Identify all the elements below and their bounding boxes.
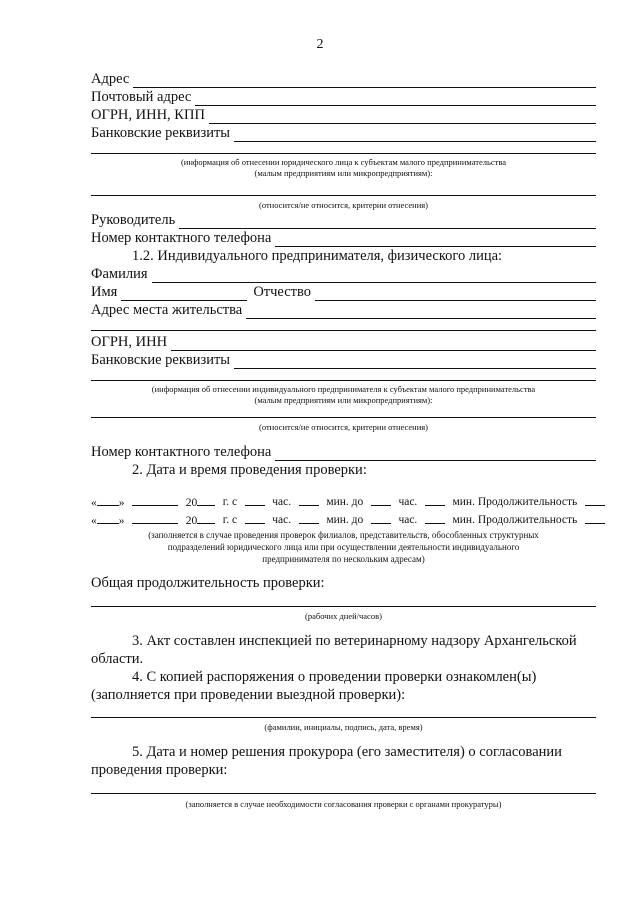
quote-close: » (118, 497, 125, 509)
to-hour-input[interactable] (371, 495, 391, 506)
hours-label-2: час. (398, 514, 418, 526)
section5-line1: 5. Дата и номер решения прокурора (его заместителя) о согласовании (132, 744, 562, 760)
patronymic-input[interactable] (315, 287, 596, 301)
head-label: Руководитель (91, 212, 176, 228)
ip-phone-label: Номер контактного телефона (91, 444, 272, 460)
section5-text (91, 743, 596, 779)
from-min-input[interactable] (299, 495, 319, 506)
duration-input[interactable] (585, 513, 605, 524)
ip-small-business-caption-1: (информация об отнесении индивидуального предпринимателя к субъектам малого предпринимательства (151, 384, 536, 394)
page-number: 2 (316, 37, 324, 52)
days-hours-caption: (рабочих дней/часов) (305, 611, 382, 621)
head-field[interactable] (91, 212, 596, 229)
org-phone-field[interactable] (91, 230, 596, 247)
section2-heading: 2. Дата и время проведения проверки: (132, 462, 367, 478)
org-phone-label: Номер контактного телефона (91, 230, 272, 246)
postal-address-field[interactable] (91, 89, 596, 106)
relates-caption: (относится/не относится, критерии отнесения) (258, 200, 429, 210)
section3-text (91, 632, 596, 668)
bank-details-field[interactable] (91, 125, 596, 142)
ip-phone-field[interactable] (91, 444, 596, 461)
year-label: 20 (185, 497, 198, 509)
total-duration-line[interactable] (91, 606, 596, 607)
quote-open: « (91, 497, 97, 509)
surname-label: Фамилия (91, 266, 148, 282)
section4-text (91, 668, 596, 704)
small-business-line[interactable] (91, 153, 596, 154)
residence-continuation-line[interactable] (91, 330, 596, 331)
acquainted-caption: (фамилии, инициалы, подпись, дата, время) (264, 722, 423, 732)
from-label: г. с (222, 496, 238, 508)
to-hour-input[interactable] (371, 513, 391, 524)
acquainted-line[interactable] (91, 717, 596, 718)
section3-line1: 3. Акт составлен инспекцией по ветеринарному надзору Архангельской (132, 633, 577, 649)
prosecutor-line[interactable] (91, 793, 596, 794)
month-input[interactable] (132, 513, 178, 524)
quote-open: « (91, 515, 97, 527)
month-input[interactable] (132, 495, 178, 506)
year-label: 20 (185, 515, 198, 527)
residence-field[interactable] (91, 302, 596, 319)
min-to-label: мин. до (326, 496, 364, 508)
year-input[interactable] (197, 513, 215, 524)
relates-line[interactable] (91, 195, 596, 196)
quote-close: » (118, 515, 125, 527)
ip-relates-caption: (относится/не относится, критерии отнесения) (258, 422, 429, 432)
duration-input[interactable] (585, 495, 605, 506)
branches-note-2: подразделений юридического лица или при осуществлении деятельности индивидуального (167, 542, 520, 552)
ip-bank-field[interactable] (91, 352, 596, 369)
section4-line1: 4. С копией распоряжения о проведении проверки ознакомлен(ы) (132, 669, 537, 685)
section3-line2: области. (91, 651, 144, 667)
datetime-row-2[interactable] (91, 513, 605, 528)
address-label: Адрес (91, 71, 130, 87)
to-min-input[interactable] (425, 495, 445, 506)
ogrn-inn-kpp-field[interactable] (91, 107, 596, 124)
ip-bank-label: Банковские реквизиты (91, 352, 231, 368)
section5-line2: проведения проверки: (91, 762, 228, 778)
hours-label-2: час. (398, 496, 418, 508)
ip-ogrn-label: ОГРН, ИНН (91, 334, 168, 350)
to-min-input[interactable] (425, 513, 445, 524)
datetime-row-1[interactable] (91, 495, 605, 510)
duration-label: мин. Продолжительность (452, 496, 578, 508)
from-hour-input[interactable] (245, 513, 265, 524)
duration-label: мин. Продолжительность (452, 514, 578, 526)
small-business-caption-2: (малым предприятиям или микропредприятиям): (254, 168, 433, 178)
day-input[interactable] (97, 495, 119, 506)
from-min-input[interactable] (299, 513, 319, 524)
ip-relates-line[interactable] (91, 417, 596, 418)
branches-note-3: предпринимателя по нескольким адресам) (262, 554, 425, 564)
address-field[interactable] (91, 71, 596, 88)
from-label: г. с (222, 514, 238, 526)
ip-small-business-line[interactable] (91, 380, 596, 381)
year-input[interactable] (197, 495, 215, 506)
section4-line2: (заполняется при проведении выездной проверки): (91, 687, 406, 703)
bank-details-label: Банковские реквизиты (91, 125, 231, 141)
prosecutor-caption: (заполняется в случае необходимости согласования проверки с органами прокуратуры) (185, 799, 502, 809)
hours-label: час. (272, 514, 292, 526)
name-label: Имя (91, 284, 118, 300)
total-duration-label: Общая продолжительность проверки: (91, 575, 325, 591)
ip-heading: 1.2. Индивидуального предпринимателя, физического лица: (132, 248, 503, 264)
name-patronymic-field[interactable] (91, 284, 596, 301)
hours-label: час. (272, 496, 292, 508)
small-business-caption-1: (информация об отнесении юридического лица к субъектам малого предпринимательства (180, 157, 507, 167)
ogrn-inn-kpp-label: ОГРН, ИНН, КПП (91, 107, 205, 123)
day-input[interactable] (97, 513, 119, 524)
from-hour-input[interactable] (245, 495, 265, 506)
ip-small-business-caption-2: (малым предприятиям или микропредприятиям): (254, 395, 433, 405)
ip-ogrn-field[interactable] (91, 334, 596, 351)
patronymic-label: Отчество (253, 284, 311, 300)
postal-address-label: Почтовый адрес (91, 89, 192, 105)
min-to-label: мин. до (326, 514, 364, 526)
branches-note-1: (заполняется в случае проведения проверок филиалов, представительств, обособленных структурных (148, 530, 539, 540)
name-input[interactable] (121, 287, 247, 301)
residence-label: Адрес места жительства (91, 302, 243, 318)
surname-field[interactable] (91, 266, 596, 283)
